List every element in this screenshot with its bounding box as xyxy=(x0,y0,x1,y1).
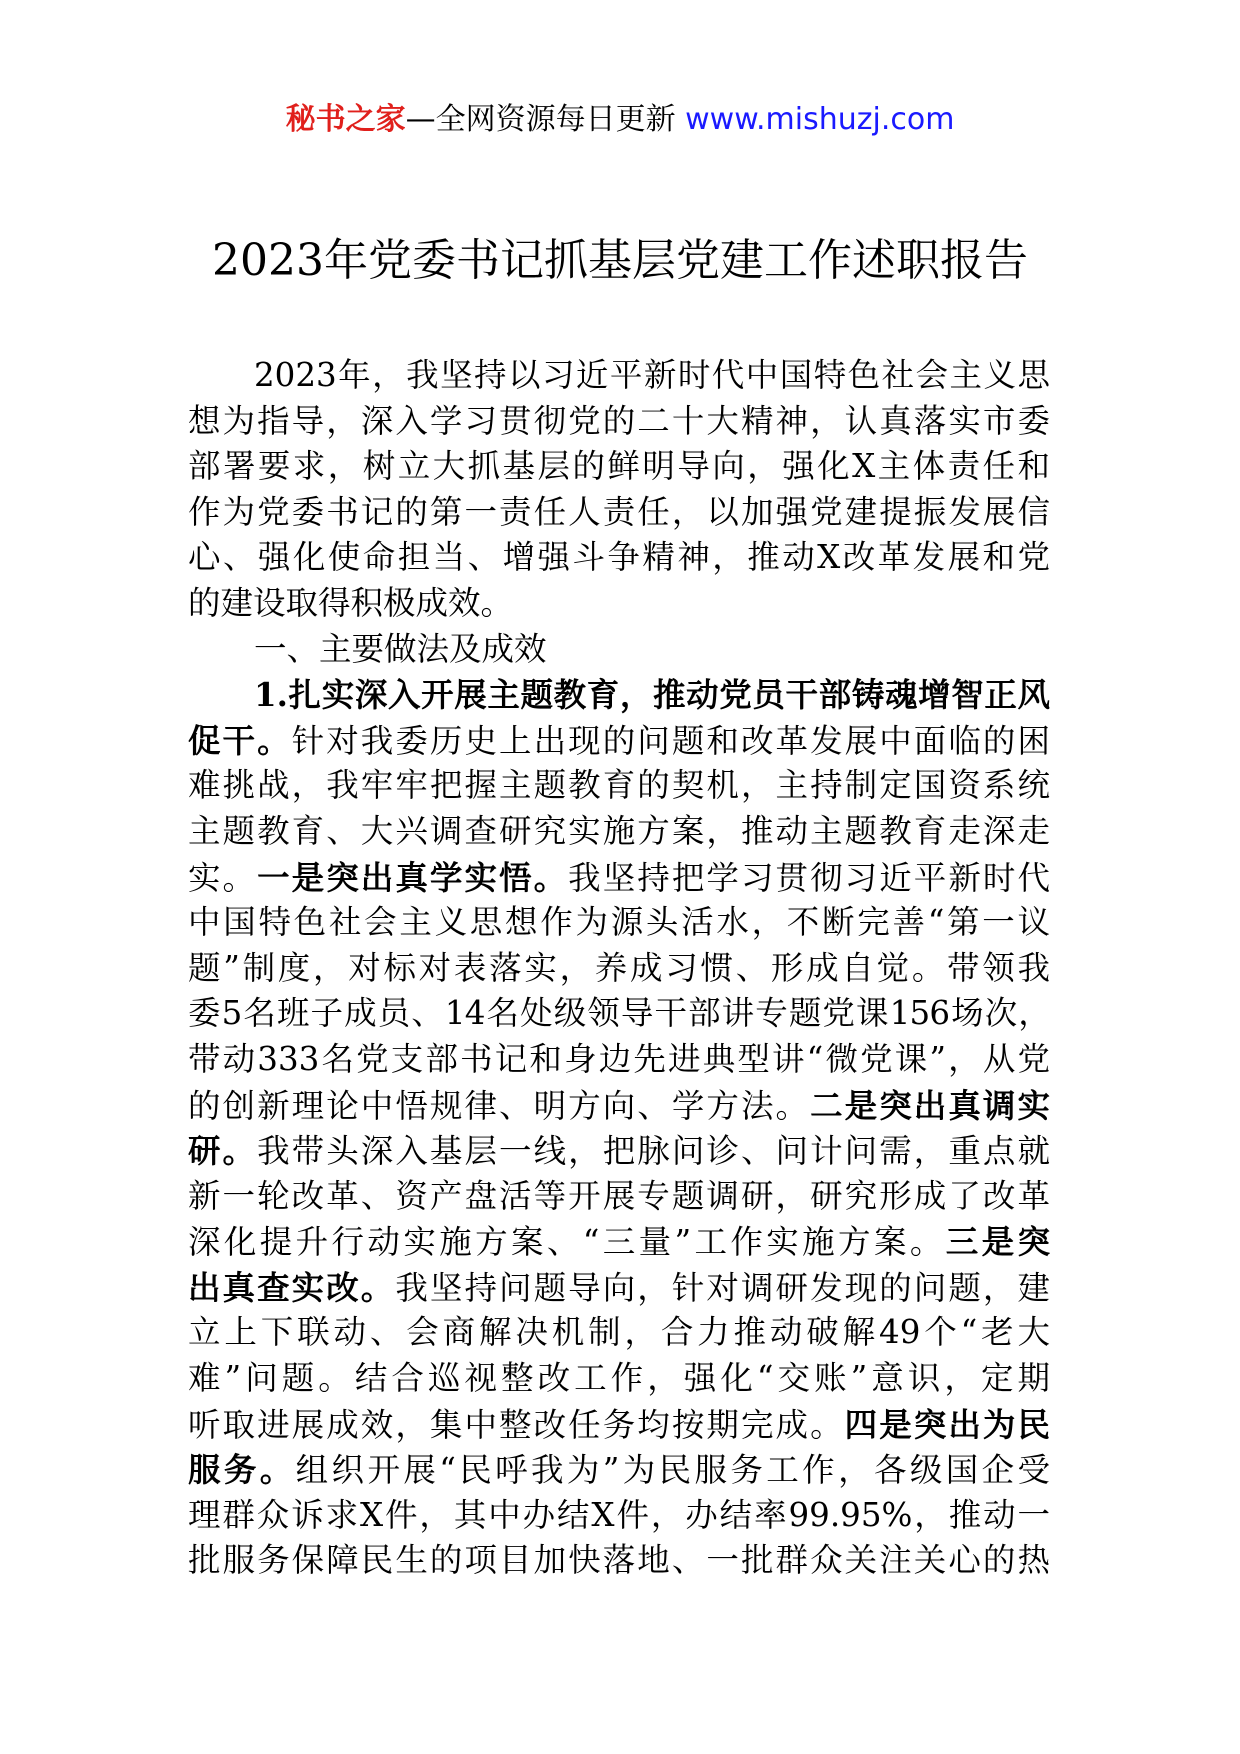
bold-subheading: 二是突出真调实 xyxy=(810,1085,1050,1125)
text-run: 针对我委历史上出现的问题和改革发展中面临的困 xyxy=(291,721,1050,760)
text-run: 深化提升行动实施方案、“三量”工作实施方案。 xyxy=(188,1223,946,1262)
bold-subheading: 出真查实改。 xyxy=(188,1267,396,1307)
paragraph-line xyxy=(188,1128,1050,1174)
bold-subheading: 研。 xyxy=(188,1131,258,1171)
bold-subheading: 三是突 xyxy=(945,1222,1050,1262)
paragraph-line: 作为党委书记的第一责任人责任，以加强党建提振发展信 xyxy=(188,492,1050,531)
paragraph-line xyxy=(188,1083,1050,1129)
paragraph-line xyxy=(188,855,1050,901)
paragraph-line: 立上下联动、会商解决机制，合力推动破解49个“老大 xyxy=(188,1313,1050,1352)
site-banner xyxy=(0,100,1240,140)
text-run: 的创新理论中悟规律、明方向、学方法。 xyxy=(188,1086,811,1125)
item-heading-end: 促干。 xyxy=(188,720,292,760)
text-run: 听取进展成效，集中整改任务均按期完成。 xyxy=(188,1405,845,1444)
paragraph-line: 难挑战，我牢牢把握主题教育的契机，主持制定国资系统 xyxy=(188,766,1050,805)
text-run: 组织开展“民呼我为”为民服务工作，各级国企受 xyxy=(295,1451,1050,1490)
paragraph-line xyxy=(188,1219,1050,1265)
paragraph-line xyxy=(188,1265,1050,1311)
text-run: 我带头深入基层一线，把脉问诊、问计问需，重点就 xyxy=(257,1132,1050,1171)
text-run: 我坚持把学习贯彻习近平新时代 xyxy=(568,858,1050,897)
item-heading-line: 1.扎实深入开展主题教育，推动党员干部铸魂增智正风 xyxy=(254,675,1050,715)
paragraph-line: 带动333名党支部书记和身边先进典型讲“微党课”，从党 xyxy=(188,1039,1050,1078)
paragraph-line: 题”制度，对标对表落实，养成习惯、形成自觉。带领我 xyxy=(188,948,1050,987)
paragraph-line xyxy=(188,1447,1050,1493)
bold-subheading: 一是突出真学实悟。 xyxy=(257,857,569,897)
paragraph-line: 心、强化使命担当、增强斗争精神，推动X改革发展和党 xyxy=(188,538,1050,577)
bold-subheading: 服务。 xyxy=(188,1450,296,1490)
text-run: 我坚持问题导向，针对调研发现的问题，建 xyxy=(395,1268,1050,1307)
paragraph-line: 主题教育、大兴调查研究实施方案，推动主题教育走深走 xyxy=(188,811,1050,850)
banner-tagline: —全网资源每日更新 xyxy=(405,102,686,137)
document-title: 2023年党委书记抓基层党建工作述职报告 xyxy=(212,235,1028,286)
paragraph-line: 部署要求，树立大抓基层的鲜明导向，强化X主体责任和 xyxy=(188,447,1050,486)
paragraph-line: 委5名班子成员、14名处级领导干部讲专题党课156场次， xyxy=(188,994,1050,1033)
bold-subheading: 四是突出为民 xyxy=(844,1404,1050,1444)
paragraph-line: 批服务保障民生的项目加快落地、一批群众关注关心的热 xyxy=(188,1541,1050,1580)
paragraph-line xyxy=(188,1402,1050,1448)
paragraph-line: 2023年，我坚持以习近平新时代中国特色社会主义思 xyxy=(254,356,1050,394)
paragraph-line: 想为指导，深入学习贯彻党的二十大精神，认真落实市委 xyxy=(188,401,1050,440)
paragraph-line: 新一轮改革、资产盘活等开展专题调研，研究形成了改革 xyxy=(188,1176,1050,1215)
paragraph-line: 难”问题。结合巡视整改工作，强化“交账”意识，定期 xyxy=(188,1359,1050,1398)
brand-name: 秘书之家 xyxy=(285,102,406,137)
document-body xyxy=(188,353,1050,1584)
text-run: 实。 xyxy=(188,858,258,897)
section-heading: 一、主要做法及成效 xyxy=(254,629,547,668)
paragraph-line: 理群众诉求X件，其中办结X件，办结率99.95%，推动一 xyxy=(188,1495,1050,1534)
paragraph-line: 中国特色社会主义思想作为源头活水，不断完善“第一议 xyxy=(188,903,1050,942)
paragraph-line: 的建设取得积极成效。 xyxy=(188,583,514,622)
site-url-link[interactable]: www.mishuzj.com xyxy=(685,102,955,137)
paragraph-line xyxy=(188,718,1050,764)
